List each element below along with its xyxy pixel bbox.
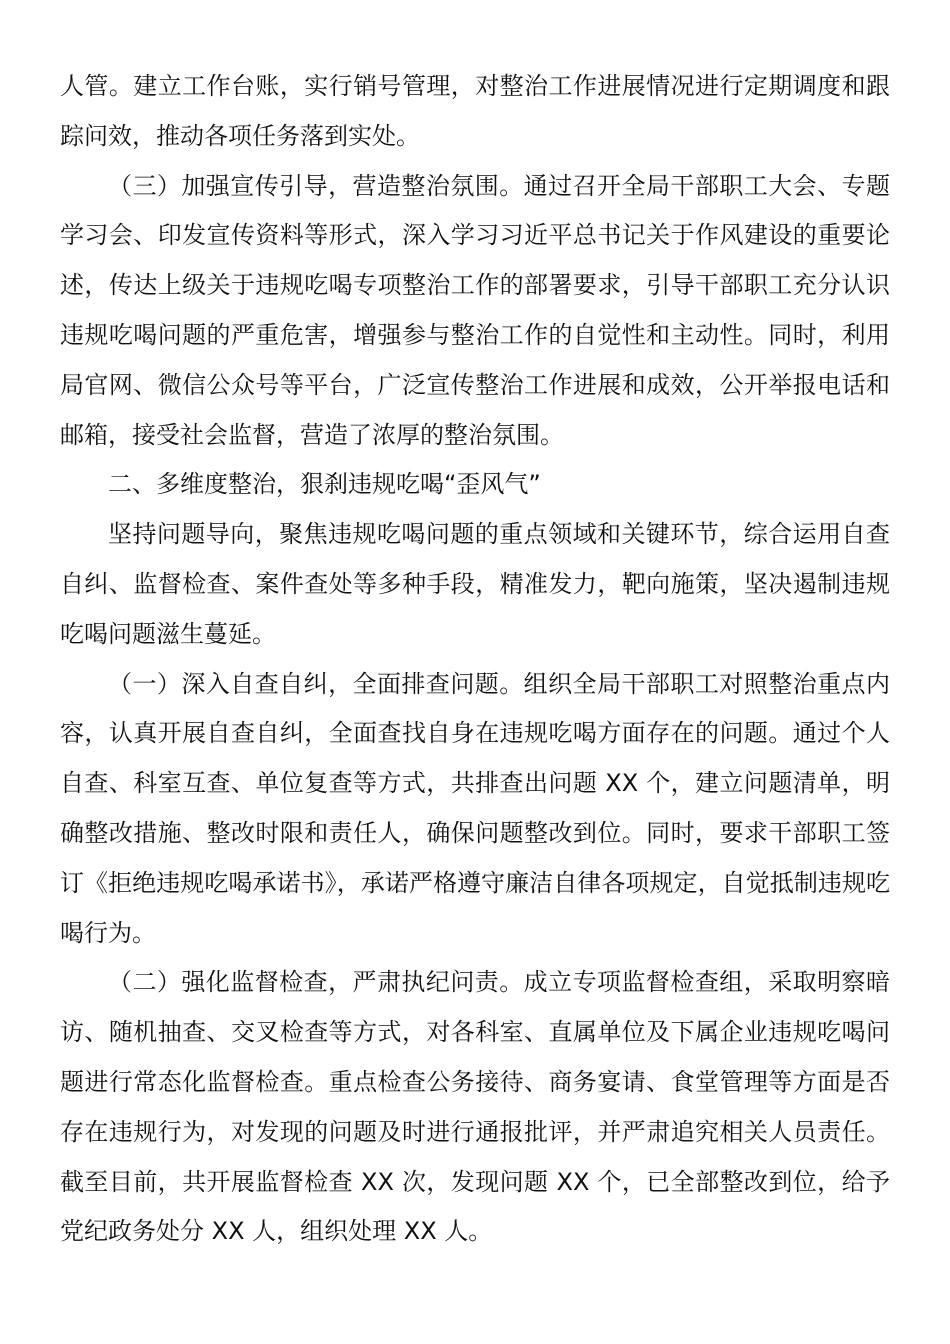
paragraph-supervision: （二）强化监督检查，严肃执纪问责。成立专项监督检查组，采取明察暗访、随机抽查、交叉检查等方式，对各科室、直属单位及下属企业违规吃喝问题进行常态化监督检查。重点检查公务接待、商务宴请、食堂管理等方面是否存在违规行为，对发现的问题及时进行通报批评，并严肃追究相关人员责任。截至目前，共开展监督检查 XX 次，发现问题 XX 个，已全部整改到位，给予党纪政务处分 XX 人，组织处理 XX 人。	[60, 968, 890, 1246]
paragraph-continuation: 人管。建立工作台账，实行销号管理，对整治工作进展情况进行定期调度和跟踪问效，推动各项任务落到实处。	[60, 72, 890, 150]
section-heading-2: 二、多维度整治，狠刹违规吃喝“歪风气”	[108, 470, 541, 499]
paragraph-publicity: （三）加强宣传引导，营造整治氛围。通过召开全局干部职工大会、专题学习会、印发宣传资料等形式，深入学习习近平总书记关于作风建设的重要论述，传达上级关于违规吃喝专项整治工作的部署要求，引导干部职工充分认识违规吃喝问题的严重危害，增强参与整治工作的自觉性和主动性。同时，利用局官网、微信公众号等平台，广泛宣传整治工作进展和成效，公开举报电话和邮箱，接受社会监督，营造了浓厚的整治氛围。	[60, 171, 890, 449]
paragraph-problem-orientation: 坚持问题导向，聚焦违规吃喝问题的重点领域和关键环节，综合运用自查自纠、监督检查、案件查处等多种手段，精准发力，靶向施策，坚决遏制违规吃喝问题滋生蔓延。	[60, 520, 890, 648]
paragraph-self-inspection: （一）深入自查自纠，全面排查问题。组织全局干部职工对照整治重点内容，认真开展自查自纠，全面查找自身在违规吃喝方面存在的问题。通过个人自查、科室互查、单位复查等方式，共排查出问题 XX 个，建立问题清单，明确整改措施、整改时限和责任人，确保问题整改到位。同时，要求干部职工签订《拒绝违规吃喝承诺书》，承诺严格遵守廉洁自律各项规定，自觉抵制违规吃喝行为。	[60, 669, 890, 947]
